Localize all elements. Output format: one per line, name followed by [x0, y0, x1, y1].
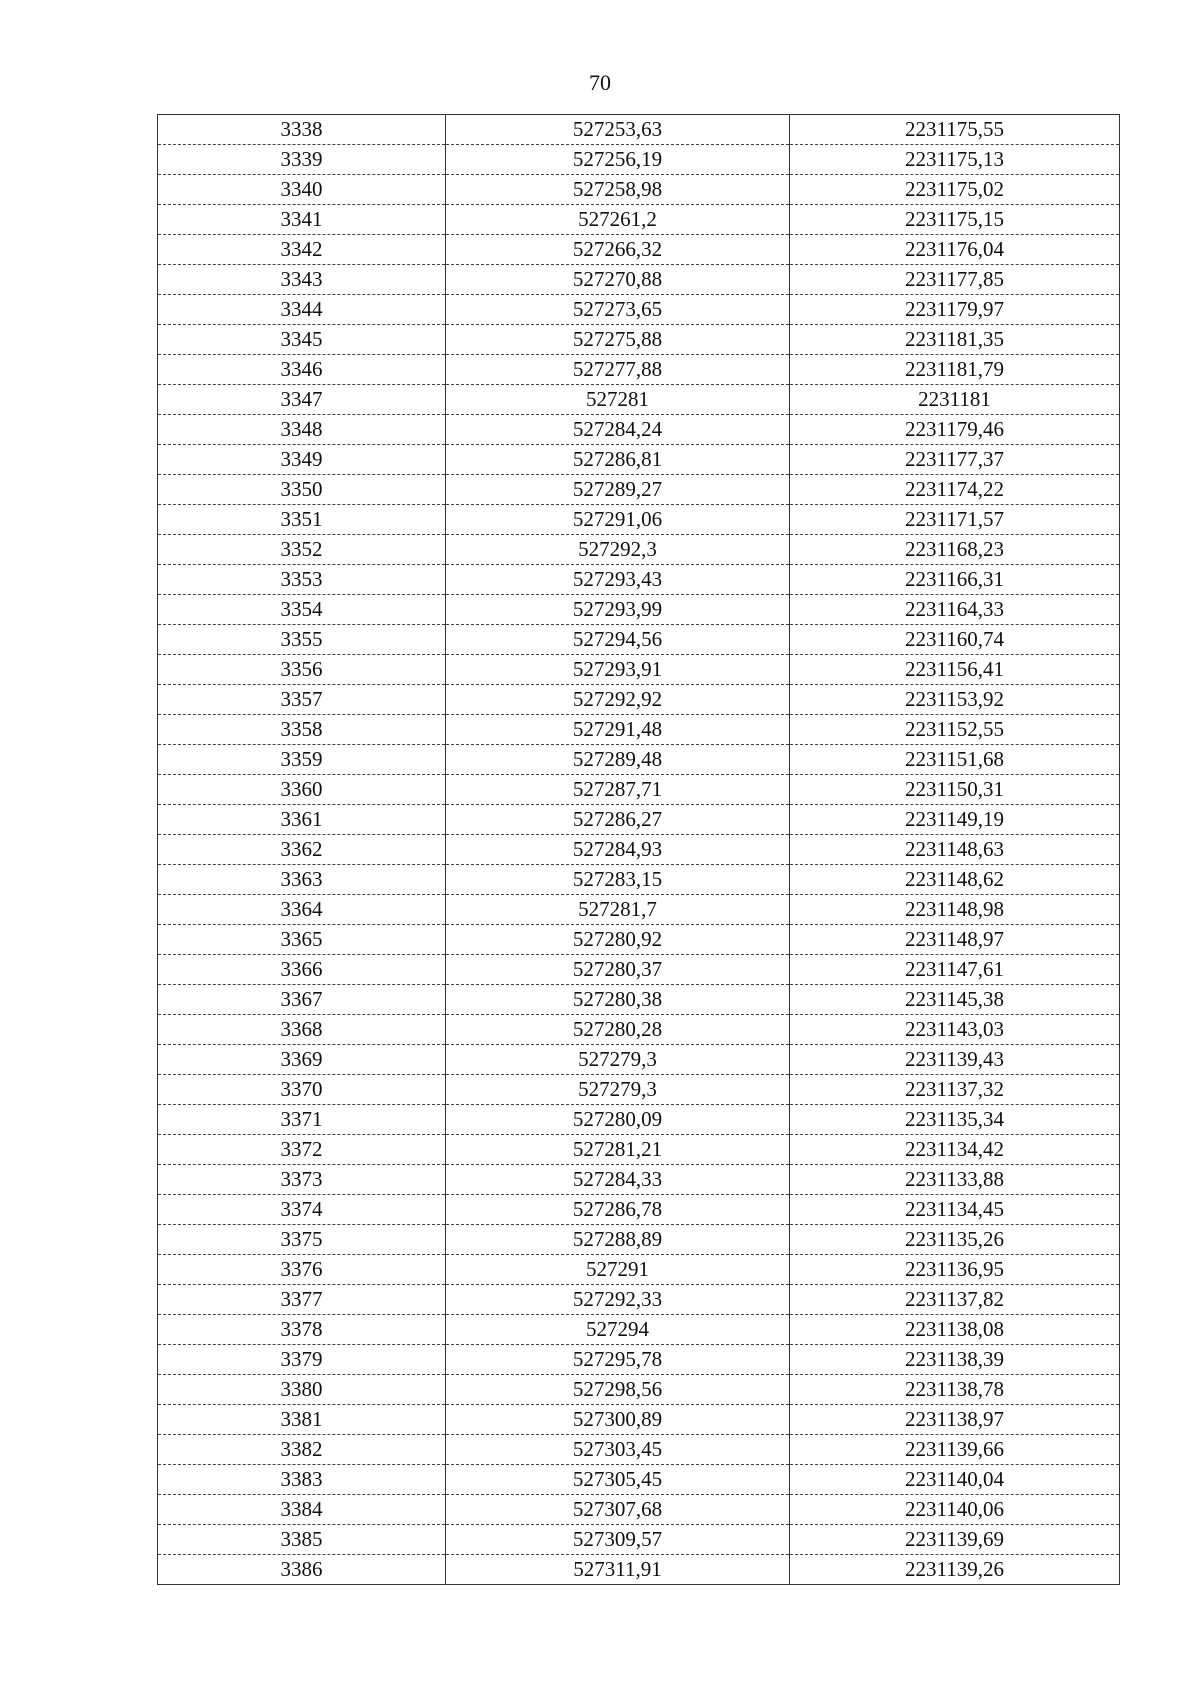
table-row	[158, 925, 1120, 955]
x-coordinate-cell: 527295,78	[446, 1345, 790, 1375]
table-row	[158, 1555, 1120, 1585]
y-coordinate-cell: 2231181,79	[790, 355, 1120, 385]
x-coordinate-cell: 527294,56	[446, 625, 790, 655]
x-coordinate-cell: 527287,71	[446, 775, 790, 805]
y-coordinate-cell: 2231153,92	[790, 685, 1120, 715]
point-number-cell: 3380	[158, 1375, 446, 1405]
x-coordinate-cell: 527280,92	[446, 925, 790, 955]
point-number-cell: 3350	[158, 475, 446, 505]
y-coordinate-cell: 2231177,37	[790, 445, 1120, 475]
point-number-cell: 3344	[158, 295, 446, 325]
table-row	[158, 115, 1120, 145]
x-coordinate-cell: 527288,89	[446, 1225, 790, 1255]
point-number-cell: 3382	[158, 1435, 446, 1465]
table-row	[158, 1285, 1120, 1315]
x-coordinate-cell: 527291,48	[446, 715, 790, 745]
y-coordinate-cell: 2231175,55	[790, 115, 1120, 145]
table-row	[158, 685, 1120, 715]
x-coordinate-cell: 527298,56	[446, 1375, 790, 1405]
table-row	[158, 1165, 1120, 1195]
y-coordinate-cell: 2231134,45	[790, 1195, 1120, 1225]
table-row	[158, 1105, 1120, 1135]
point-number-cell: 3373	[158, 1165, 446, 1195]
y-coordinate-cell: 2231177,85	[790, 265, 1120, 295]
point-number-cell: 3381	[158, 1405, 446, 1435]
y-coordinate-cell: 2231149,19	[790, 805, 1120, 835]
y-coordinate-cell: 2231181,35	[790, 325, 1120, 355]
table-row	[158, 715, 1120, 745]
table-row	[158, 505, 1120, 535]
point-number-cell: 3379	[158, 1345, 446, 1375]
x-coordinate-cell: 527281,21	[446, 1135, 790, 1165]
x-coordinate-cell: 527266,32	[446, 235, 790, 265]
x-coordinate-cell: 527258,98	[446, 175, 790, 205]
point-number-cell: 3351	[158, 505, 446, 535]
point-number-cell: 3363	[158, 865, 446, 895]
table-row	[158, 745, 1120, 775]
x-coordinate-cell: 527293,43	[446, 565, 790, 595]
point-number-cell: 3343	[158, 265, 446, 295]
y-coordinate-cell: 2231133,88	[790, 1165, 1120, 1195]
point-number-cell: 3338	[158, 115, 446, 145]
y-coordinate-cell: 2231138,08	[790, 1315, 1120, 1345]
y-coordinate-cell: 2231136,95	[790, 1255, 1120, 1285]
point-number-cell: 3356	[158, 655, 446, 685]
point-number-cell: 3341	[158, 205, 446, 235]
point-number-cell: 3367	[158, 985, 446, 1015]
y-coordinate-cell: 2231138,78	[790, 1375, 1120, 1405]
table-row	[158, 205, 1120, 235]
table-row	[158, 1525, 1120, 1555]
point-number-cell: 3374	[158, 1195, 446, 1225]
y-coordinate-cell: 2231151,68	[790, 745, 1120, 775]
x-coordinate-cell: 527283,15	[446, 865, 790, 895]
x-coordinate-cell: 527303,45	[446, 1435, 790, 1465]
point-number-cell: 3386	[158, 1555, 446, 1585]
point-number-cell: 3348	[158, 415, 446, 445]
x-coordinate-cell: 527294	[446, 1315, 790, 1345]
table-row	[158, 415, 1120, 445]
coordinates-table	[157, 114, 1120, 1585]
x-coordinate-cell: 527273,65	[446, 295, 790, 325]
y-coordinate-cell: 2231150,31	[790, 775, 1120, 805]
table-row	[158, 625, 1120, 655]
table-row	[158, 1045, 1120, 1075]
y-coordinate-cell: 2231148,98	[790, 895, 1120, 925]
point-number-cell: 3368	[158, 1015, 446, 1045]
table-row	[158, 1255, 1120, 1285]
table-row	[158, 865, 1120, 895]
table-row	[158, 775, 1120, 805]
y-coordinate-cell: 2231148,63	[790, 835, 1120, 865]
y-coordinate-cell: 2231175,15	[790, 205, 1120, 235]
point-number-cell: 3353	[158, 565, 446, 595]
table-row	[158, 445, 1120, 475]
table-row	[158, 985, 1120, 1015]
point-number-cell: 3349	[158, 445, 446, 475]
y-coordinate-cell: 2231160,74	[790, 625, 1120, 655]
point-number-cell: 3372	[158, 1135, 446, 1165]
point-number-cell: 3370	[158, 1075, 446, 1105]
table-row	[158, 1465, 1120, 1495]
table-row	[158, 835, 1120, 865]
y-coordinate-cell: 2231137,32	[790, 1075, 1120, 1105]
table-row	[158, 955, 1120, 985]
table-row	[158, 565, 1120, 595]
y-coordinate-cell: 2231143,03	[790, 1015, 1120, 1045]
table-row	[158, 595, 1120, 625]
point-number-cell: 3384	[158, 1495, 446, 1525]
y-coordinate-cell: 2231139,43	[790, 1045, 1120, 1075]
point-number-cell: 3385	[158, 1525, 446, 1555]
x-coordinate-cell: 527292,92	[446, 685, 790, 715]
table-row	[158, 1015, 1120, 1045]
x-coordinate-cell: 527261,2	[446, 205, 790, 235]
x-coordinate-cell: 527279,3	[446, 1075, 790, 1105]
y-coordinate-cell: 2231139,26	[790, 1555, 1120, 1585]
x-coordinate-cell: 527289,48	[446, 745, 790, 775]
x-coordinate-cell: 527280,37	[446, 955, 790, 985]
x-coordinate-cell: 527293,99	[446, 595, 790, 625]
y-coordinate-cell: 2231175,02	[790, 175, 1120, 205]
table-row	[158, 145, 1120, 175]
point-number-cell: 3369	[158, 1045, 446, 1075]
y-coordinate-cell: 2231164,33	[790, 595, 1120, 625]
table-row	[158, 295, 1120, 325]
point-number-cell: 3375	[158, 1225, 446, 1255]
y-coordinate-cell: 2231175,13	[790, 145, 1120, 175]
point-number-cell: 3377	[158, 1285, 446, 1315]
y-coordinate-cell: 2231134,42	[790, 1135, 1120, 1165]
point-number-cell: 3383	[158, 1465, 446, 1495]
table-row	[158, 475, 1120, 505]
table-row	[158, 1495, 1120, 1525]
y-coordinate-cell: 2231171,57	[790, 505, 1120, 535]
table-row	[158, 535, 1120, 565]
x-coordinate-cell: 527300,89	[446, 1405, 790, 1435]
point-number-cell: 3358	[158, 715, 446, 745]
table-row	[158, 1195, 1120, 1225]
point-number-cell: 3378	[158, 1315, 446, 1345]
table-row	[158, 175, 1120, 205]
y-coordinate-cell: 2231166,31	[790, 565, 1120, 595]
page-number: 70	[589, 70, 611, 95]
x-coordinate-cell: 527253,63	[446, 115, 790, 145]
table-row	[158, 1405, 1120, 1435]
table-row	[158, 235, 1120, 265]
y-coordinate-cell: 2231140,04	[790, 1465, 1120, 1495]
table-row	[158, 1435, 1120, 1465]
y-coordinate-cell: 2231138,97	[790, 1405, 1120, 1435]
point-number-cell: 3347	[158, 385, 446, 415]
x-coordinate-cell: 527284,24	[446, 415, 790, 445]
x-coordinate-cell: 527280,38	[446, 985, 790, 1015]
y-coordinate-cell: 2231156,41	[790, 655, 1120, 685]
point-number-cell: 3366	[158, 955, 446, 985]
table-row	[158, 895, 1120, 925]
point-number-cell: 3346	[158, 355, 446, 385]
x-coordinate-cell: 527292,33	[446, 1285, 790, 1315]
point-number-cell: 3371	[158, 1105, 446, 1135]
coordinates-table-body	[158, 115, 1120, 1585]
y-coordinate-cell: 2231176,04	[790, 235, 1120, 265]
y-coordinate-cell: 2231135,26	[790, 1225, 1120, 1255]
x-coordinate-cell: 527277,88	[446, 355, 790, 385]
table-row	[158, 655, 1120, 685]
y-coordinate-cell: 2231139,69	[790, 1525, 1120, 1555]
y-coordinate-cell: 2231140,06	[790, 1495, 1120, 1525]
point-number-cell: 3360	[158, 775, 446, 805]
x-coordinate-cell: 527289,27	[446, 475, 790, 505]
point-number-cell: 3364	[158, 895, 446, 925]
table-row	[158, 385, 1120, 415]
table-row	[158, 805, 1120, 835]
x-coordinate-cell: 527275,88	[446, 325, 790, 355]
y-coordinate-cell: 2231179,46	[790, 415, 1120, 445]
table-row	[158, 1375, 1120, 1405]
point-number-cell: 3355	[158, 625, 446, 655]
x-coordinate-cell: 527292,3	[446, 535, 790, 565]
y-coordinate-cell: 2231137,82	[790, 1285, 1120, 1315]
point-number-cell: 3340	[158, 175, 446, 205]
x-coordinate-cell: 527256,19	[446, 145, 790, 175]
point-number-cell: 3361	[158, 805, 446, 835]
table-row	[158, 1315, 1120, 1345]
y-coordinate-cell: 2231139,66	[790, 1435, 1120, 1465]
y-coordinate-cell: 2231148,62	[790, 865, 1120, 895]
x-coordinate-cell: 527281	[446, 385, 790, 415]
y-coordinate-cell: 2231135,34	[790, 1105, 1120, 1135]
table-row	[158, 265, 1120, 295]
point-number-cell: 3354	[158, 595, 446, 625]
x-coordinate-cell: 527280,28	[446, 1015, 790, 1045]
x-coordinate-cell: 527291,06	[446, 505, 790, 535]
y-coordinate-cell: 2231174,22	[790, 475, 1120, 505]
x-coordinate-cell: 527279,3	[446, 1045, 790, 1075]
point-number-cell: 3362	[158, 835, 446, 865]
point-number-cell: 3365	[158, 925, 446, 955]
x-coordinate-cell: 527293,91	[446, 655, 790, 685]
x-coordinate-cell: 527291	[446, 1255, 790, 1285]
y-coordinate-cell: 2231181	[790, 385, 1120, 415]
y-coordinate-cell: 2231148,97	[790, 925, 1120, 955]
table-row	[158, 355, 1120, 385]
point-number-cell: 3352	[158, 535, 446, 565]
x-coordinate-cell: 527281,7	[446, 895, 790, 925]
point-number-cell: 3359	[158, 745, 446, 775]
point-number-cell: 3339	[158, 145, 446, 175]
x-coordinate-cell: 527280,09	[446, 1105, 790, 1135]
x-coordinate-cell: 527305,45	[446, 1465, 790, 1495]
point-number-cell: 3342	[158, 235, 446, 265]
table-row	[158, 325, 1120, 355]
y-coordinate-cell: 2231145,38	[790, 985, 1120, 1015]
point-number-cell: 3376	[158, 1255, 446, 1285]
x-coordinate-cell: 527284,93	[446, 835, 790, 865]
table-row	[158, 1135, 1120, 1165]
x-coordinate-cell: 527311,91	[446, 1555, 790, 1585]
y-coordinate-cell: 2231147,61	[790, 955, 1120, 985]
table-row	[158, 1345, 1120, 1375]
x-coordinate-cell: 527284,33	[446, 1165, 790, 1195]
x-coordinate-cell: 527307,68	[446, 1495, 790, 1525]
point-number-cell: 3345	[158, 325, 446, 355]
x-coordinate-cell: 527286,78	[446, 1195, 790, 1225]
x-coordinate-cell: 527286,81	[446, 445, 790, 475]
x-coordinate-cell: 527270,88	[446, 265, 790, 295]
x-coordinate-cell: 527286,27	[446, 805, 790, 835]
table-row	[158, 1075, 1120, 1105]
y-coordinate-cell: 2231179,97	[790, 295, 1120, 325]
y-coordinate-cell: 2231152,55	[790, 715, 1120, 745]
point-number-cell: 3357	[158, 685, 446, 715]
x-coordinate-cell: 527309,57	[446, 1525, 790, 1555]
y-coordinate-cell: 2231138,39	[790, 1345, 1120, 1375]
y-coordinate-cell: 2231168,23	[790, 535, 1120, 565]
table-row	[158, 1225, 1120, 1255]
